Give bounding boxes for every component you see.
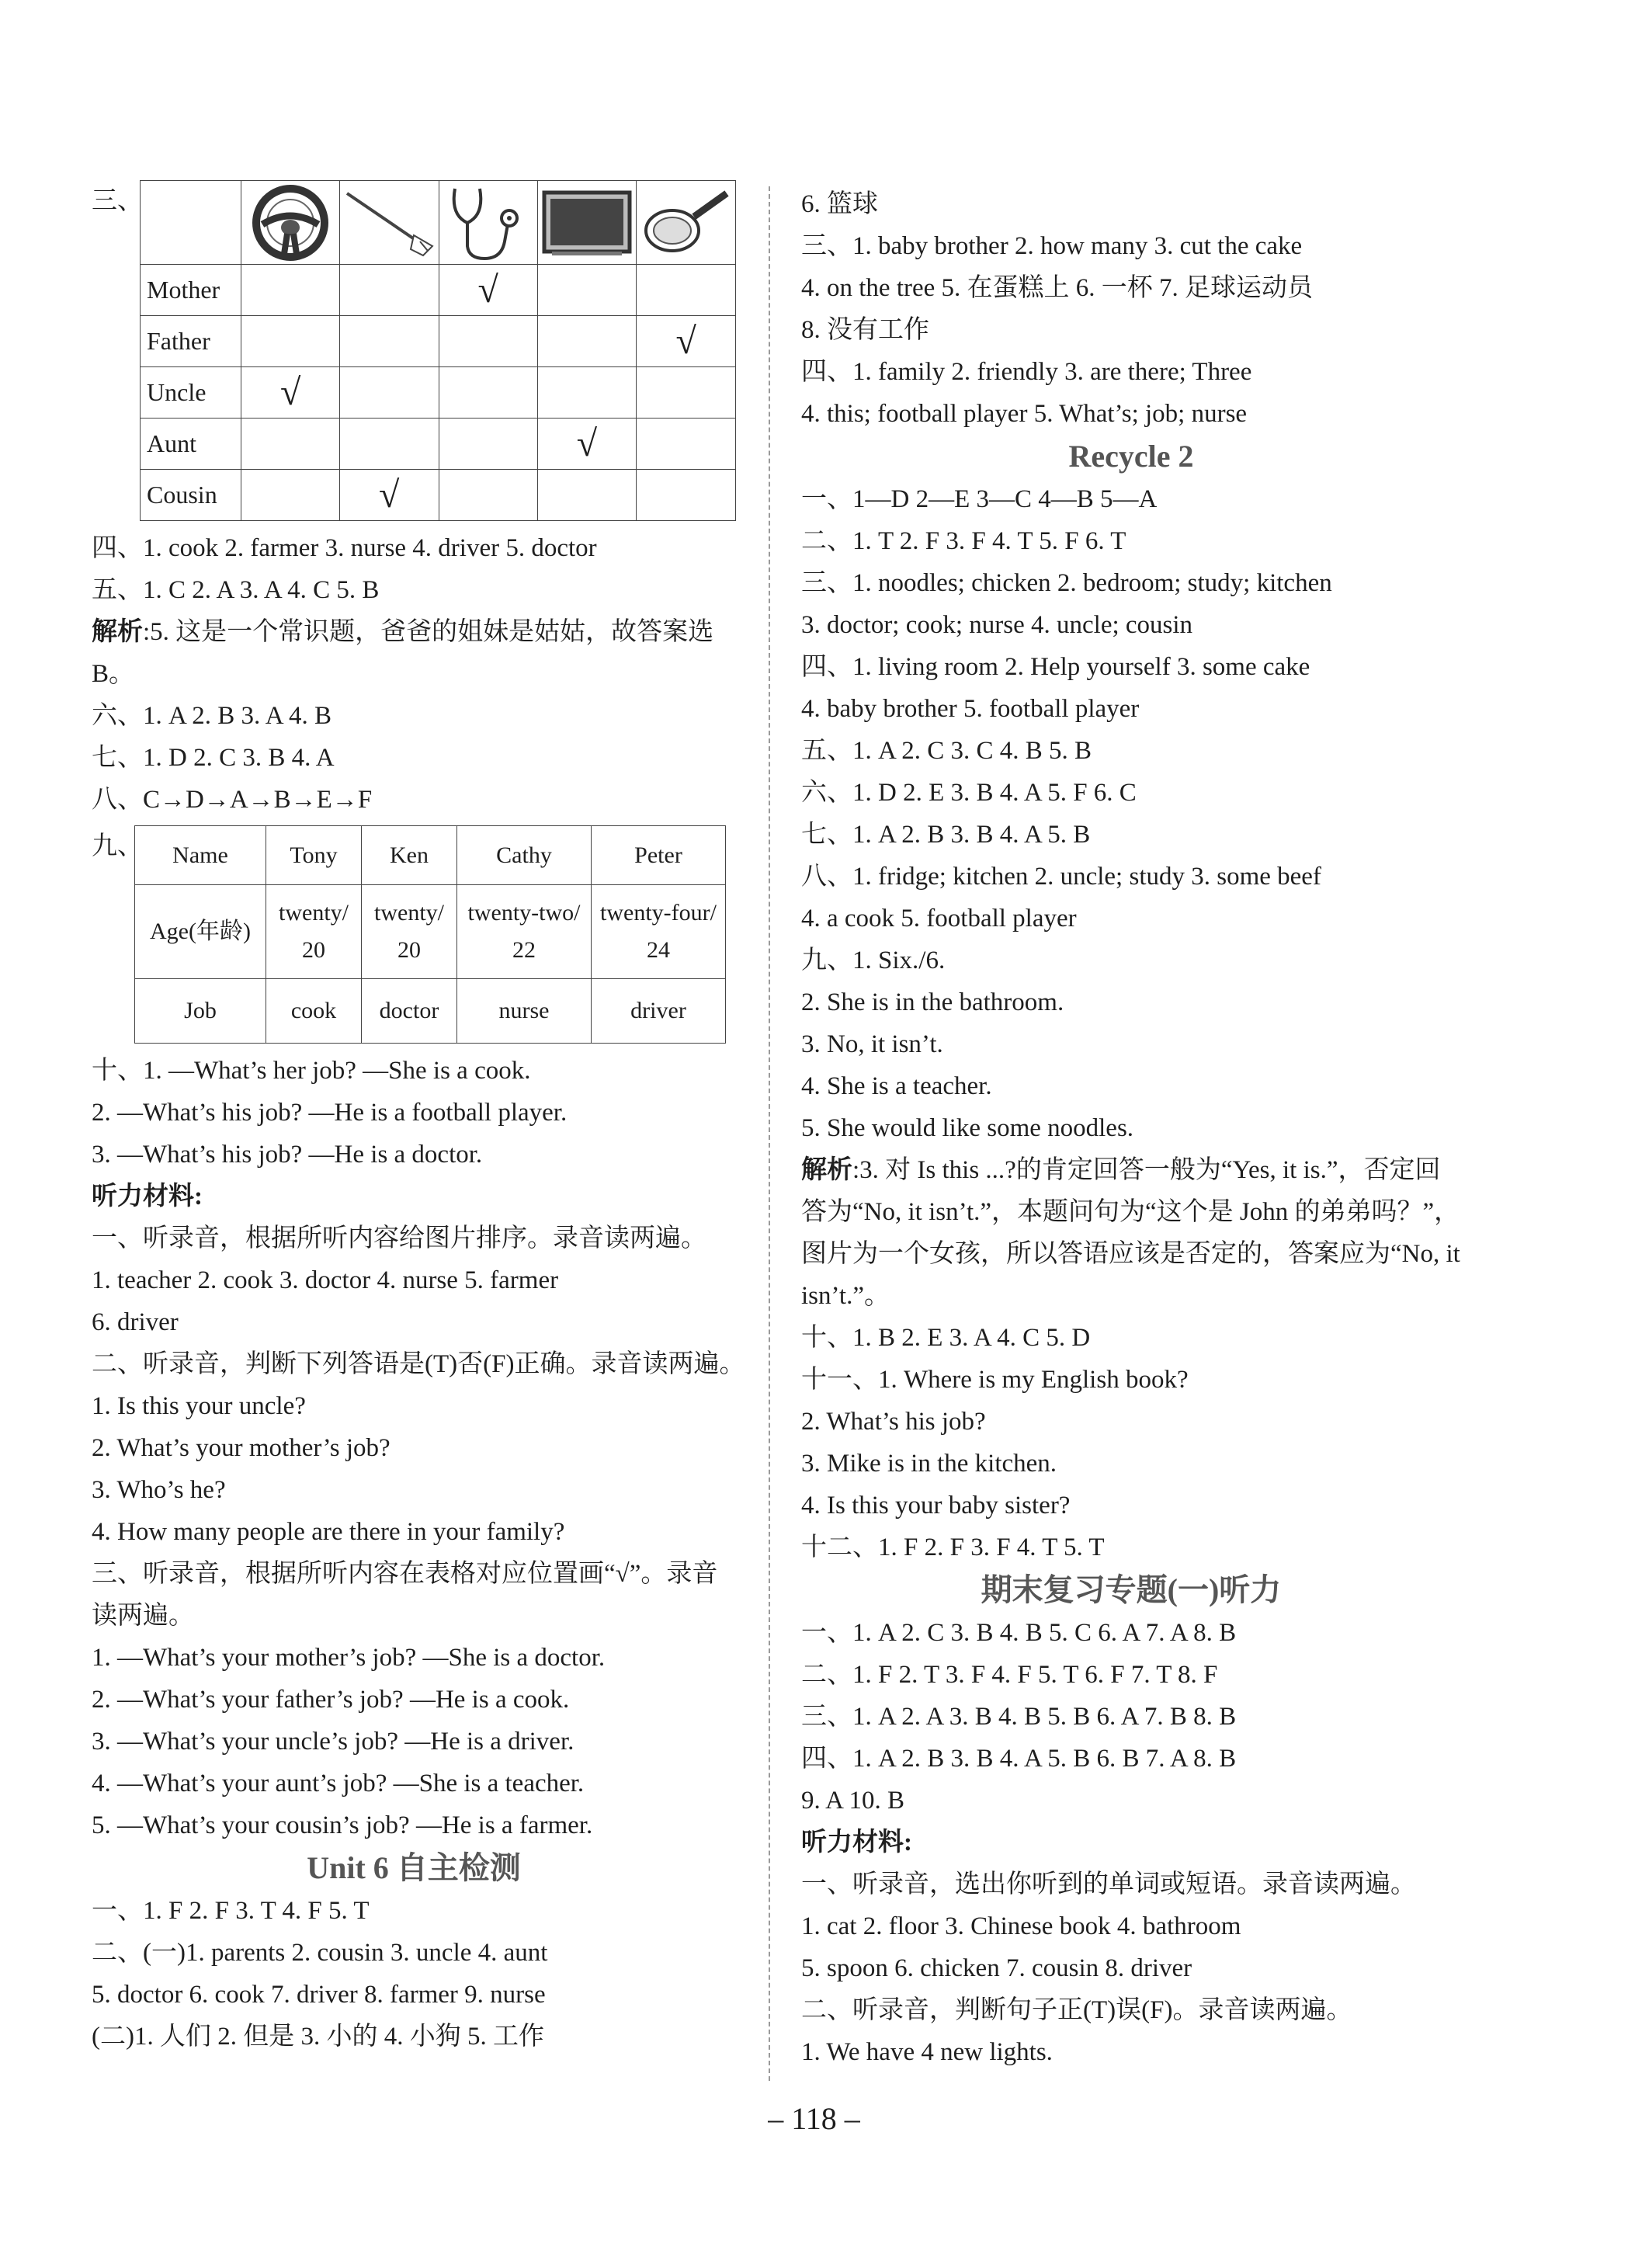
mark-cell [537, 265, 637, 316]
steering-wheel-cell [241, 181, 340, 265]
answer-line: 五、1. C 2. A 3. A 4. C 5. B [92, 576, 380, 604]
age-cell [457, 885, 592, 979]
job-label-cell: Job [135, 979, 266, 1044]
row-name: Mother [141, 265, 241, 316]
age-cell [266, 885, 362, 979]
row-name: Father [141, 316, 241, 367]
answer-line: 2. She is in the bathroom. [801, 988, 1064, 1016]
instruction-paragraph: 三、听录音，根据所听内容在表格对应位置画“√”。录音读两遍。 [92, 1560, 718, 1630]
mark-cell [637, 367, 736, 419]
answer-line: 1. teacher 2. cook 3. doctor 4. nurse 5. farmer [92, 1266, 559, 1294]
mark-cell [537, 470, 637, 521]
age-number: 20 [302, 937, 325, 963]
mark-cell [637, 470, 736, 521]
answer-line: (二)1. 人们 2. 但是 3. 小的 4. 小狗 5. 工作 [92, 2023, 544, 2051]
mark-cell: √ [339, 470, 439, 521]
section-9-label: 九、 [92, 832, 143, 860]
row-name: Uncle [141, 367, 241, 419]
mark-cell: √ [637, 316, 736, 367]
analysis-paragraph [801, 1149, 1461, 1317]
left-column [92, 180, 745, 2058]
answer-line: 6. 篮球 [801, 190, 878, 218]
mark-cell [637, 419, 736, 470]
answer-line: 5. —What’s your cousin’s job? —He is a farmer. [92, 1811, 593, 1839]
mark-cell: √ [439, 265, 537, 316]
answer-line: 七、1. D 2. C 3. B 4. A [92, 744, 335, 772]
table-row [135, 826, 726, 885]
mark-cell: √ [537, 419, 637, 470]
mark-cell [339, 265, 439, 316]
mark-cell [241, 419, 340, 470]
job-cell: doctor [362, 979, 457, 1044]
analysis-text: :3. 对 Is this ...?的肯定回答一般为“Yes, it is.”，否定回答为“No, it isn’t.”，本题问句为“这个是 John 的弟弟吗？”，图片为一个女孩，所以答语应该是否定的，答案应为“No, it isn’t.”。 [801, 1156, 1460, 1310]
answer-line: 2. What’s your mother’s job? [92, 1434, 391, 1462]
answer-line: 二、1. F 2. T 3. F 4. F 5. T 6. F 7. T 8. F [801, 1661, 1218, 1689]
steering-wheel-icon [252, 184, 329, 262]
answer-line: 九、1. Six./6. [801, 946, 946, 974]
stethoscope-cell [439, 181, 537, 265]
answer-line: 4. How many people are there in your family? [92, 1518, 565, 1546]
farm-tool-cell [339, 181, 439, 265]
answer-line: 二、(一)1. parents 2. cousin 3. uncle 4. aunt [92, 1939, 548, 1967]
mark-cell [637, 265, 736, 316]
mark-cell [439, 470, 537, 521]
analysis-label: 解析 [92, 618, 143, 646]
row-name: Cousin [141, 470, 241, 521]
age-number: 24 [647, 937, 670, 963]
answer-line: 5. doctor 6. cook 7. driver 8. farmer 9. nurse [92, 1981, 546, 2009]
blank-corner-cell [141, 181, 241, 265]
answer-line: 4. Is this your baby sister? [801, 1492, 1071, 1520]
age-cell [592, 885, 726, 979]
answer-line: 3. Mike is in the kitchen. [801, 1450, 1057, 1478]
answer-line: 3. No, it isn’t. [801, 1030, 943, 1058]
answer-line: 1. —What’s your mother’s job? —She is a doctor. [92, 1644, 606, 1672]
answer-line: 二、听录音，判断句子正(T)误(F)。录音读两遍。 [801, 1996, 1352, 2024]
section-title-recycle2: Recycle 2 [1068, 439, 1194, 474]
answer-line: 4. a cook 5. football player [801, 905, 1077, 933]
row-name: Aunt [141, 419, 241, 470]
mark-cell [439, 419, 537, 470]
answer-line: 2. —What’s your father’s job? —He is a cook. [92, 1686, 570, 1714]
answer-line: 2. —What’s his job? —He is a football player. [92, 1099, 568, 1127]
answer-line: 4. on the tree 5. 在蛋糕上 6. 一杯 7. 足球运动员 [801, 274, 1314, 302]
mark-cell [241, 470, 340, 521]
answer-line: 4. She is a teacher. [801, 1072, 992, 1100]
answer-line: 6. driver [92, 1308, 179, 1336]
mark-cell [439, 367, 537, 419]
answer-line: 六、1. D 2. E 3. B 4. A 5. F 6. C [801, 779, 1137, 807]
answer-line: 四、1. living room 2. Help yourself 3. some cake [801, 653, 1310, 681]
age-number: 20 [397, 937, 421, 963]
table-row [141, 470, 736, 521]
answer-line: 四、1. cook 2. farmer 3. nurse 4. driver 5. doctor [92, 534, 597, 562]
job-cell: driver [592, 979, 726, 1044]
age-cell [362, 885, 457, 979]
farm-tool-icon [342, 184, 436, 262]
listening-material-label: 听力材料: [801, 1829, 912, 1856]
table-row [141, 367, 736, 419]
frying-pan-cell [637, 181, 736, 265]
stethoscope-icon [446, 184, 531, 262]
answer-line: 七、1. A 2. B 3. B 4. A 5. B [801, 821, 1091, 849]
answer-line: 十一、1. Where is my English book? [801, 1366, 1189, 1394]
answer-line: 一、1. F 2. F 3. T 4. F 5. T [92, 1897, 370, 1925]
section-title-final-review: 期末复习专题(一)听力 [981, 1572, 1282, 1607]
mark-cell [339, 367, 439, 419]
answer-line: 9. A 10. B [801, 1787, 904, 1815]
answer-line: 三、1. baby brother 2. how many 3. cut the cake [801, 232, 1303, 260]
mark-cell [339, 419, 439, 470]
mark-cell: √ [241, 367, 340, 419]
job-cell: cook [266, 979, 362, 1044]
listening-material-label: 听力材料: [92, 1183, 203, 1210]
mark-cell [537, 316, 637, 367]
analysis-paragraph [92, 611, 736, 695]
page-number: – 118 – [768, 2101, 860, 2136]
answer-line: 1. Is this your uncle? [92, 1392, 306, 1420]
answer-line: 4. this; football player 5. What’s; job; nurse [801, 400, 1248, 428]
table-row [135, 979, 726, 1044]
job-cell: nurse [457, 979, 592, 1044]
age-label-cell: Age(年龄) [135, 885, 266, 979]
answer-line: 一、1. A 2. C 3. B 4. B 5. C 6. A 7. A 8. B [801, 1619, 1237, 1647]
answer-line: 3. —What’s your uncle’s job? —He is a driver. [92, 1728, 574, 1756]
section-3-label: 三、 [92, 187, 143, 215]
answer-line: 二、听录音，判断下列答语是(T)否(F)正确。录音读两遍。 [92, 1350, 745, 1378]
answer-line: 四、1. A 2. B 3. B 4. A 5. B 6. B 7. A 8. B [801, 1745, 1237, 1773]
answer-line: 4. baby brother 5. football player [801, 695, 1140, 723]
age-word: twenty/ [279, 900, 349, 926]
age-word: twenty-two/ [467, 900, 581, 926]
name-age-job-table [134, 825, 726, 1044]
header-cell: Ken [362, 826, 457, 885]
answer-line: 五、1. A 2. C 3. C 4. B 5. B [801, 737, 1092, 765]
answer-line: 3. doctor; cook; nurse 4. uncle; cousin [801, 611, 1193, 639]
answer-line: 8. 没有工作 [801, 316, 929, 344]
answer-line: 5. spoon 6. chicken 7. cousin 8. driver [801, 1954, 1192, 1982]
frying-pan-icon [640, 184, 733, 262]
picture-header-row [141, 181, 736, 265]
table-row [141, 316, 736, 367]
answer-line: 3. Who’s he? [92, 1476, 226, 1504]
answer-line: 一、听录音，选出你听到的单词或短语。录音读两遍。 [801, 1870, 1416, 1898]
age-number: 22 [512, 937, 536, 963]
table-row [135, 885, 726, 979]
analysis-label: 解析 [801, 1156, 852, 1184]
answer-line: 三、1. A 2. A 3. B 4. B 5. B 6. A 7. B 8. B [801, 1703, 1237, 1731]
header-cell: Tony [266, 826, 362, 885]
age-word: twenty-four/ [600, 900, 717, 926]
answer-line: 十、1. —What’s her job? —She is a cook. [92, 1057, 531, 1085]
mark-cell [241, 316, 340, 367]
answer-line: 一、听录音，根据所听内容给图片排序。录音读两遍。 [92, 1224, 706, 1252]
answer-line: 2. What’s his job? [801, 1408, 986, 1436]
answer-line: 1. We have 4 new lights. [801, 2038, 1053, 2066]
answer-line: 八、C→D→A→B→E→F [92, 786, 373, 814]
answer-line: 十、1. B 2. E 3. A 4. C 5. D [801, 1324, 1091, 1352]
blackboard-cell [537, 181, 637, 265]
section-9-table-block [92, 825, 736, 1044]
section-title-unit6: Unit 6 自主检测 [307, 1850, 521, 1885]
answer-line: 5. She would like some noodles. [801, 1114, 1134, 1142]
mark-cell [439, 316, 537, 367]
table-row [141, 265, 736, 316]
answer-line: 十二、1. F 2. F 3. F 4. T 5. T [801, 1533, 1105, 1561]
answer-line: 六、1. A 2. B 3. A 4. B [92, 702, 332, 730]
mark-cell [537, 367, 637, 419]
answer-line: 四、1. family 2. friendly 3. are there; Three [801, 358, 1252, 386]
header-cell: Peter [592, 826, 726, 885]
age-word: twenty/ [374, 900, 444, 926]
header-cell: Cathy [457, 826, 592, 885]
blackboard-icon [541, 188, 633, 258]
answer-line: 八、1. fridge; kitchen 2. uncle; study 3. some beef [801, 863, 1321, 891]
right-column [801, 183, 1461, 2073]
answer-line: 4. —What’s your aunt’s job? —She is a teacher. [92, 1770, 585, 1797]
answer-line: 三、1. noodles; chicken 2. bedroom; study; kitchen [801, 569, 1332, 597]
answer-line: 一、1—D 2—E 3—C 4—B 5—A [801, 485, 1158, 513]
analysis-text: :5. 这是一个常识题，爸爸的姐妹是姑姑，故答案选B。 [92, 618, 714, 688]
answer-line: 3. —What’s his job? —He is a doctor. [92, 1141, 483, 1169]
table-row [141, 419, 736, 470]
mark-cell [241, 265, 340, 316]
column-divider [769, 186, 770, 2081]
answer-line: 二、1. T 2. F 3. F 4. T 5. F 6. T [801, 527, 1126, 555]
job-picture-table [140, 180, 736, 521]
header-cell: Name [135, 826, 266, 885]
section-3-table-block [92, 180, 736, 521]
answer-line: 1. cat 2. floor 3. Chinese book 4. bathroom [801, 1912, 1241, 1940]
mark-cell [339, 316, 439, 367]
